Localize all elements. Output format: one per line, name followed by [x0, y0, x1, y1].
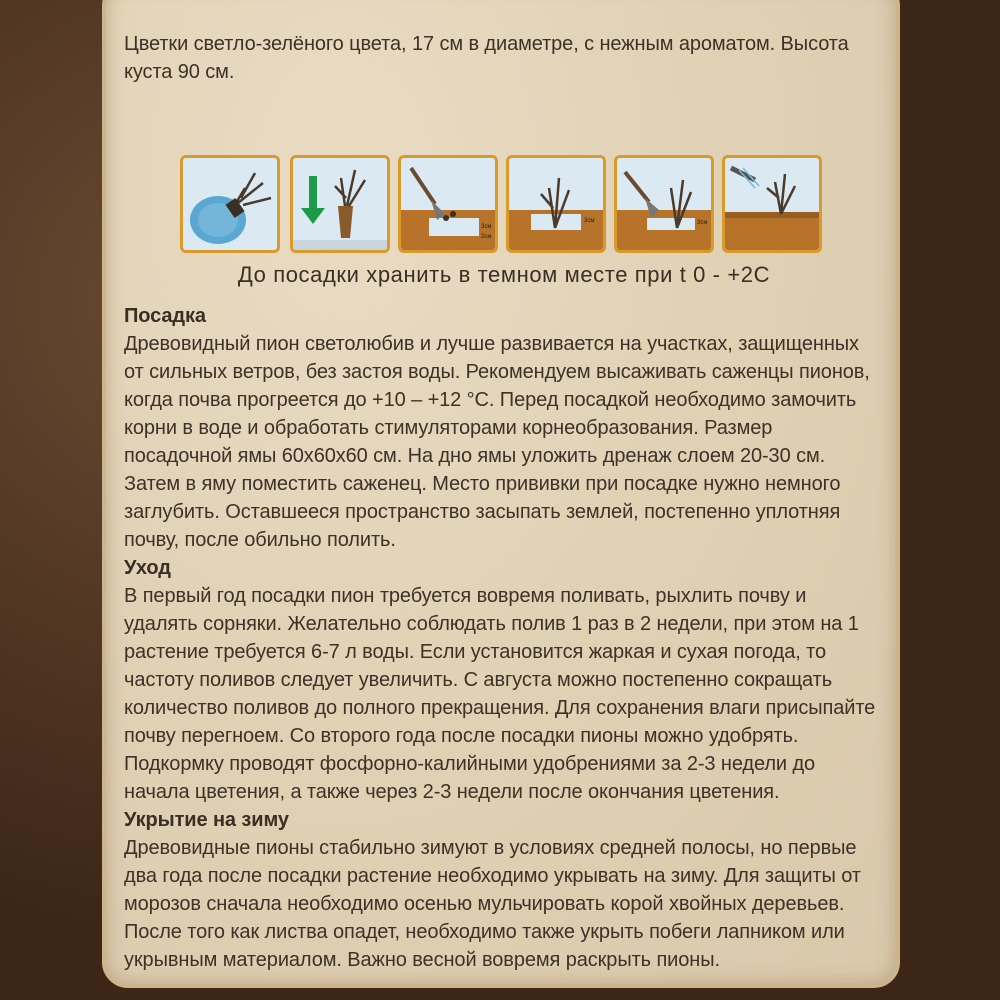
watering-icon: [725, 158, 819, 250]
depth-label: 2см: [481, 234, 492, 240]
shovel-dig-icon: [401, 158, 495, 250]
depth-label: 3см: [697, 220, 708, 226]
planting-steps: [180, 155, 830, 255]
storage-caption: До посадки хранить в темном месте при t 0 - +2C: [237, 262, 771, 287]
section-planting: [124, 302, 884, 554]
section-body: Древовидные пионы стабильно зимуют в условиях средней полосы, но первые два года после посадки растение необходимо укрывать на зиму. Для защиты от морозов сначала необходимо осенью мульчировать корой хвойных деревьев. После того как листва опадет, необходимо также укрыть побеги лапником или укрывным материалом. Важно весной вовремя раскрыть пионы.: [124, 837, 861, 971]
step-plant: [506, 155, 606, 253]
step-water: [722, 155, 822, 253]
step-fill: [614, 155, 714, 253]
section-care: [124, 554, 884, 806]
section-heading: Уход: [124, 557, 171, 579]
section-body: В первый год посадки пион требуется вовремя поливать, рыхлить почву и удалять сорняки. Желательно соблюдать полив 1 раз в 2 недели, при этом на 1 растение требуется 6-7 л воды. Если установится жаркая и сухая погода, то частоту поливов следует увеличить. С августа можно постепенно сокращать количество поливов до полного прекращения. Для сохранения влаги присыпайте почву перегноем. Со второго года после посадки пионы можно удобрять. Подкормку проводят фосфорно-калийными удобрениями за 2-3 недели до начала цветения, а также через 2-3 недели после окончания цветения.: [124, 585, 876, 803]
step-dig: [398, 155, 498, 253]
plant-in-pit-icon: [509, 158, 603, 250]
section-heading: Посадка: [124, 305, 206, 327]
root-bag-icon: [183, 158, 277, 250]
section-body: Древовидный пион светолюбив и лучше развивается на участках, защищенных от сильных ветров, без застоя воды. Рекомендуем высаживать саженцы пионов, когда почва прогреется до +10 – +12 °С. Перед посадкой необходимо замочить корни в воде и обработать стимуляторами корнеобразования. Размер посадочной ямы 60х60х60 см. На дно ямы уложить дренаж слоем 20-30 см. Затем в яму поместить саженец. Место прививки при посадке нужно немного заглубить. Оставшееся пространство засыпать землей, постепенно уплотняя почву, после обильно полить.: [124, 333, 870, 551]
pot-planting-icon: [293, 158, 387, 250]
step-pot: [290, 155, 390, 253]
intro-text: Цветки светло-зелёного цвета, 17 см в диаметре, с нежным ароматом. Высота куста 90 см.: [124, 33, 849, 83]
shovel-fill-icon: [617, 158, 711, 250]
section-heading: Укрытие на зиму: [124, 809, 289, 831]
step-root-bag: [180, 155, 280, 253]
section-winter-cover: [124, 806, 884, 974]
depth-label: 3см: [584, 218, 595, 224]
depth-label: 3см: [481, 224, 492, 230]
